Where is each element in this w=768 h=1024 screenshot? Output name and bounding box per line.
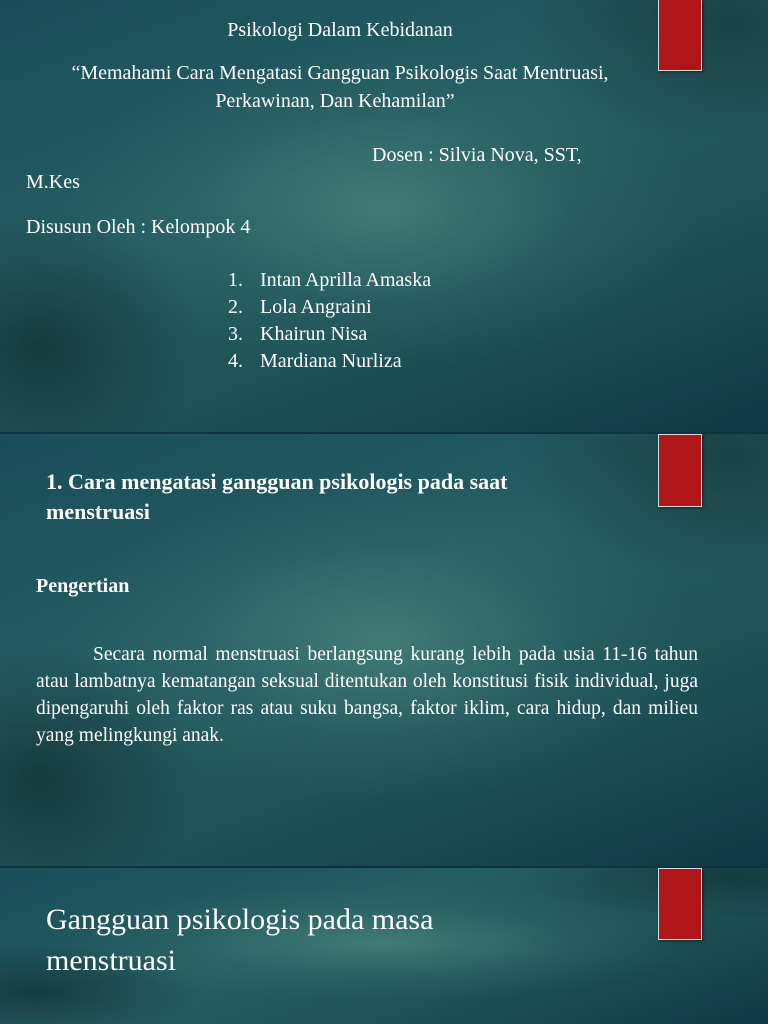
member-list	[228, 267, 431, 375]
accent-bar	[658, 434, 702, 507]
list-item: 3. Khairun Nisa	[228, 323, 368, 345]
presentation-title-line1: “Memahami Cara Mengatasi Gangguan Psikologis Saat Mentruasi,	[71, 62, 609, 84]
slide-menstruasi	[0, 434, 768, 866]
subheading: Pengertian	[36, 575, 130, 597]
lecturer-line1: Dosen : Silvia Nova, SST,	[372, 144, 582, 166]
list-item: 4. Mardiana Nurliza	[228, 350, 402, 372]
slide-title	[0, 0, 768, 432]
lecturer-line2: M.Kes	[26, 171, 80, 193]
section-heading-line2: menstruasi	[46, 499, 150, 524]
list-item: 2. Lola Angraini	[228, 296, 372, 318]
slide-gangguan	[0, 868, 768, 1024]
presentation-title-line2: Perkawinan, Dan Kehamilan”	[215, 90, 455, 112]
slide-title-line2: menstruasi	[46, 944, 176, 977]
course-title: Psikologi Dalam Kebidanan	[227, 19, 453, 41]
list-item: 1. Intan Aprilla Amaska	[228, 269, 432, 291]
section-heading-line1: 1. Cara mengatasi gangguan psikologis pada saat	[46, 469, 508, 494]
accent-bar	[658, 868, 702, 940]
group-label: Disusun Oleh : Kelompok 4	[26, 216, 251, 238]
paragraph-text: Secara normal menstruasi berlangsung kurang lebih pada usia 11-16 tahun atau lambatnya kematangan seksual ditentukan oleh konstitusi fisik individual, juga dipengaruhi oleh faktor ras atau suku bangsa, faktor iklim, cara hidup, dan milieu yang melingkungi anak.	[36, 644, 698, 746]
paragraph	[36, 641, 698, 749]
slide-title-line1: Gangguan psikologis pada masa	[46, 903, 434, 936]
